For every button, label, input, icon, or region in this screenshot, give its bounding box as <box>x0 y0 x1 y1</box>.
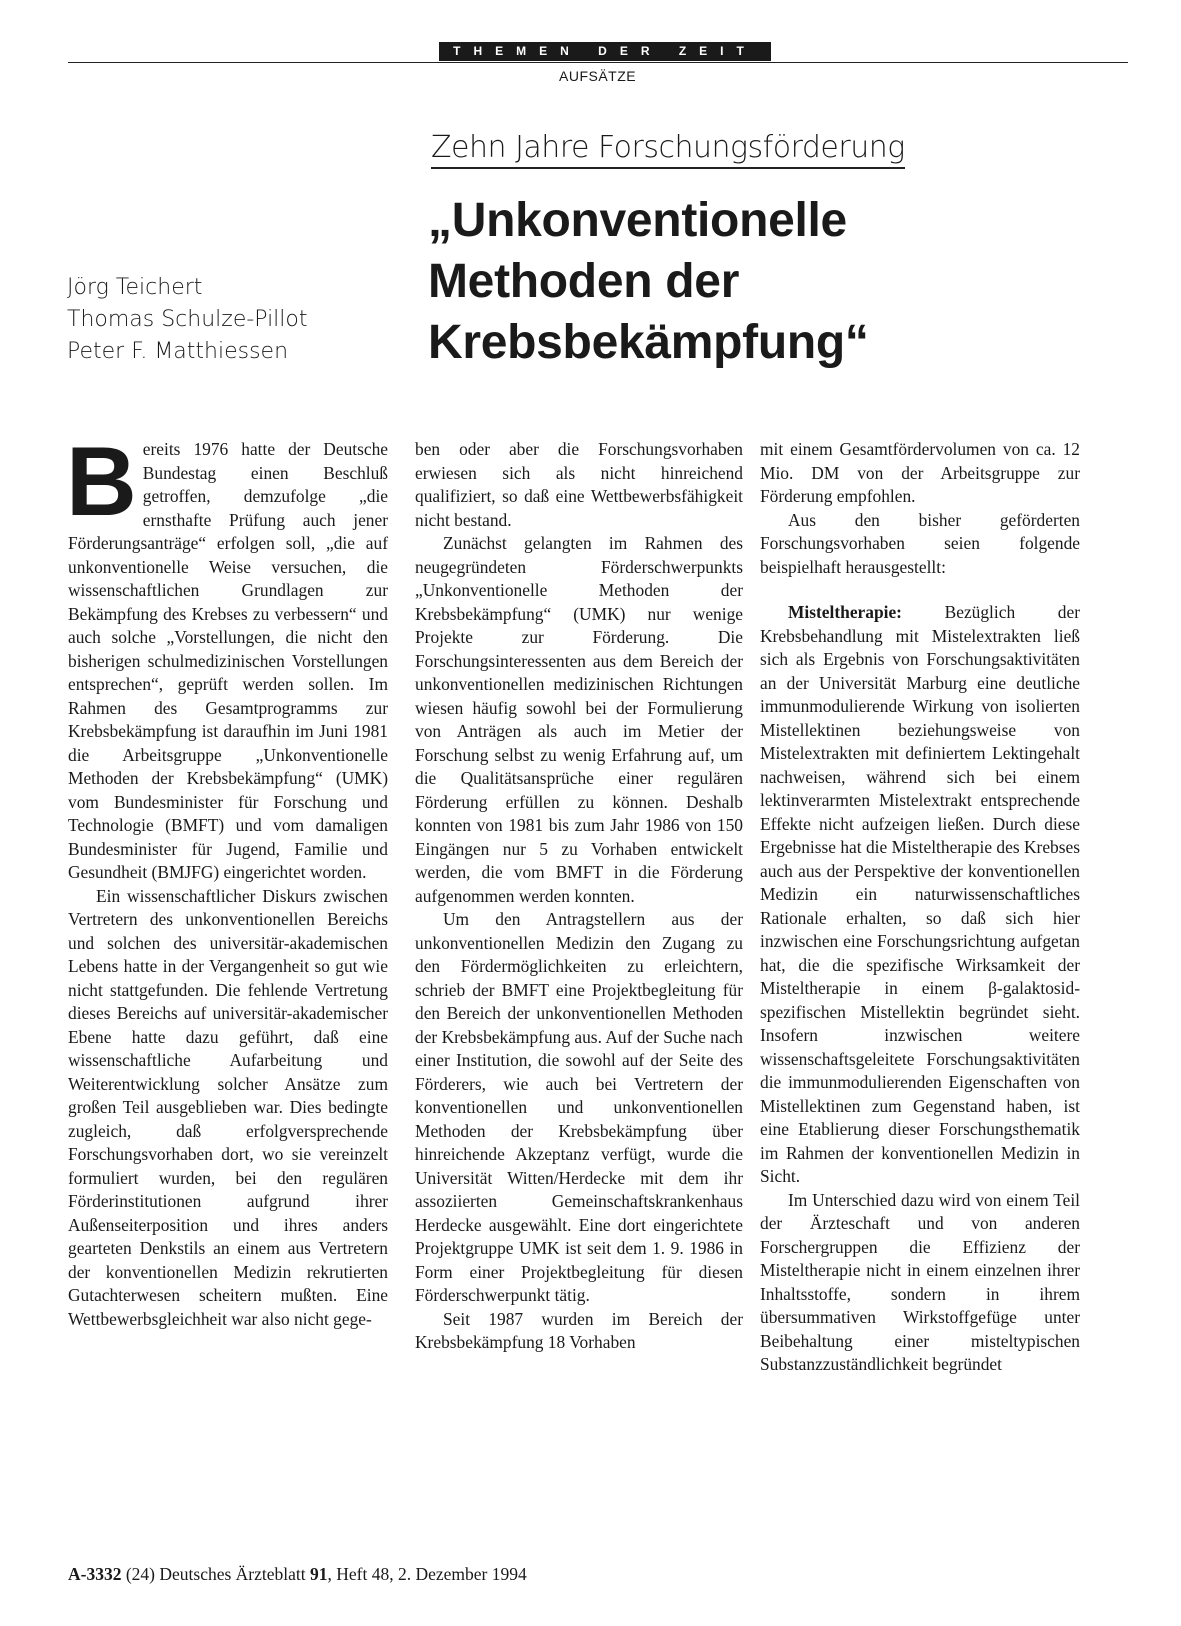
footer-text: , Heft 48, 2. Dezember 1994 <box>327 1564 527 1584</box>
section-banner: THEMEN DER ZEIT <box>439 42 771 61</box>
dropcap: B <box>66 426 137 536</box>
paragraph: Ein wissenschaftlicher Diskurs zwischen Vertretern des unkonventionellen Bereichs und solchen des universitär-akademischen Lebens hatte in der Vergangenheit so gut wie nicht stattgefunden. Die fehlende Vertretung dieses Bereichs auf universitär-akademischer Ebene hatte dazu geführt, daß eine wissenschaftliche Aufarbeitung und Weiterentwicklung solcher Ansätze zum großen Teil ausgeblieben war. Dies bedingte zugleich, daß erfolgversprechende Forschungsvorhaben dort, wo sie vereinzelt formuliert wurden, bei den regulären Förderinstitutionen aufgrund ihrer Außenseiterposition und ihres anders gearteten Denkstils an einem aus Vertretern der konventionellen Medizin rekrutierten Gutachterwesen scheitern mußten. Eine Wettbewerbsgleichheit war also nicht gege- <box>68 885 388 1329</box>
page-code: A-3332 <box>68 1564 122 1584</box>
kicker: Zehn Jahre Forschungsförderung <box>431 130 905 169</box>
paragraph <box>760 601 1080 1189</box>
header-rule <box>68 62 1128 63</box>
author: Peter F. Matthiessen <box>67 339 289 364</box>
text-column-2 <box>415 438 743 1355</box>
paragraph: ben oder aber die Forschungsvorhaben erwiesen sich als nicht hinreichend qualifiziert, so daß eine Wettbewerbsfähigkeit nicht bestand. <box>415 439 743 530</box>
paragraph-text: Bezüglich der Krebsbehandlung mit Mistelextrakten ließ sich als Ergebnis von Forschungsaktivitäten an der Universität Marburg eine deutliche immunmodulierende Wirkung von isolierten Mistellektinen beziehungsweise von Mistelextrakten mit definiertem Lektingehalt nachweisen, während sich bei einem lektinverarmten Mistelextrakt entsprechende Effekte nicht aufzeigen ließen. Durch diese Ergebnisse hat die Misteltherapie des Krebses auch aus der Perspektive der konventionellen Medizin ein naturwissenschaftliches Rationale erhalten, so daß sich hier inzwischen eine Forschungsrichtung aufgetan hat, die die spezifische Wirksamkeit der Misteltherapie in einem β-galaktosid-spezifischen Mistellektin begründet sieht. Insofern inzwischen weitere wissenschaftsgeleitete Forschungsaktivitäten die immunmodulierenden Eigenschaften von Mistellektinen zum Gegenstand haben, ist eine Etablierung dieser Forschungsthematik im Rahmen der konventionellen Medizin in Sicht. <box>760 602 1080 1186</box>
run-in-heading: Misteltherapie: <box>788 602 902 622</box>
paragraph: Aus den bisher geförderten Forschungsvorhaben seien folgende beispielhaft herausgestellt: <box>760 509 1080 577</box>
title-line: Krebsbekämpfung“ <box>428 316 869 369</box>
paragraph <box>66 426 388 885</box>
title-line: „Unkonventionelle <box>428 194 847 247</box>
page-footer <box>68 1564 527 1585</box>
footer-text: (24) Deutsches Ärzteblatt <box>121 1564 311 1584</box>
author: Jörg Teichert <box>67 275 203 300</box>
author-list <box>67 272 308 368</box>
text-column-1 <box>66 426 388 1331</box>
subsection-label: AUFSÄTZE <box>559 68 637 84</box>
paragraph: mit einem Gesamtfördervolumen von ca. 12 Mio. DM von der Arbeitsgruppe zur Förderung empfohlen. <box>760 439 1080 506</box>
article-title <box>428 190 869 373</box>
title-line: Methoden der <box>428 255 740 308</box>
volume-number: 91 <box>310 1564 328 1584</box>
author: Thomas Schulze-Pillot <box>67 307 308 332</box>
paragraph: Im Unterschied dazu wird von einem Teil der Ärzteschaft und von anderen Forschergruppen die Effizienz der Misteltherapie nicht in einem einzelnen ihrer Inhaltsstoffe, sondern in ihrem übersummativen Wirkstoffgefüge unter Beibehaltung einer misteltypischen Substanzzuständlichkeit begründet <box>760 1189 1080 1374</box>
paragraph: Seit 1987 wurden im Bereich der Krebsbekämpfung 18 Vorhaben <box>415 1308 743 1352</box>
paragraph-text: ereits 1976 hatte der Deutsche Bundestag einen Beschluß getroffen, demzufolge „die ernsthafte Prüfung auch jener Förderungsanträge“ erfolgen soll, „die auf unkonventionelle Weise versuchen, die wissenschaftlichen Grundlagen zur Bekämpfung des Krebses zu verbessern“ und auch solche „Vorstellungen, die nicht den bisherigen schulmedizinischen Vorstellungen entsprechen“, geprüft werden sollen. Im Rahmen des Gesamtprogramms zur Krebsbekämpfung ist daraufhin im Juni 1981 die Arbeitsgruppe „Unkonventionelle Methoden der Krebsbekämpfung“ (UMK) vom Bundesminister für Forschung und Technologie (BMFT) und vom damaligen Bundesminister für Jugend, Familie und Gesundheit (BMJFG) eingerichtet worden. <box>68 439 388 882</box>
text-column-3 <box>760 438 1080 1377</box>
paragraph: Zunächst gelangten im Rahmen des neugegründeten Förderschwerpunkts „Unkonventionelle Methoden der Krebsbekämpfung“ (UMK) nur wenige Projekte zur Förderung. Die Forschungsinteressenten aus dem Bereich der unkonventionellen medizinischen Richtungen wiesen häufig sowohl bei der Formulierung von Anträgen als auch im Metier der Forschung selbst zu wenig Erfahrung auf, um die Qualitätsansprüche einer regulären Förderung erfüllen zu können. Deshalb konnten von 1981 bis zum Jahr 1986 von 150 Eingängen nur 5 zu Vorhaben entwickelt werden, die vom BMFT in die Förderung aufgenommen werden konnten. <box>415 533 743 906</box>
paragraph: Um den Antragstellern aus der unkonventionellen Medizin den Zugang zu den Fördermöglichkeiten zu erleichtern, schrieb der BMFT eine Projektbegleitung für den Bereich der unkonventionellen Methoden der Krebsbekämpfung aus. Auf der Suche nach einer Institution, die sowohl auf der Seite des Förderers, wie auch bei Vertretern der konventionellen und unkonventionellen Methoden der Krebsbekämpfung über hinreichende Akzeptanz verfügt, wurde die Universität Witten/Herdecke mit dem ihr assoziierten Gemeinschaftskrankenhaus Herdecke ausgewählt. Eine dort eingerichtete Projektgruppe UMK ist seit dem 1. 9. 1986 in Form einer Projektbegleitung für diesen Förderschwerpunkt tätig. <box>415 909 743 1305</box>
paragraph-gap <box>760 579 1080 601</box>
